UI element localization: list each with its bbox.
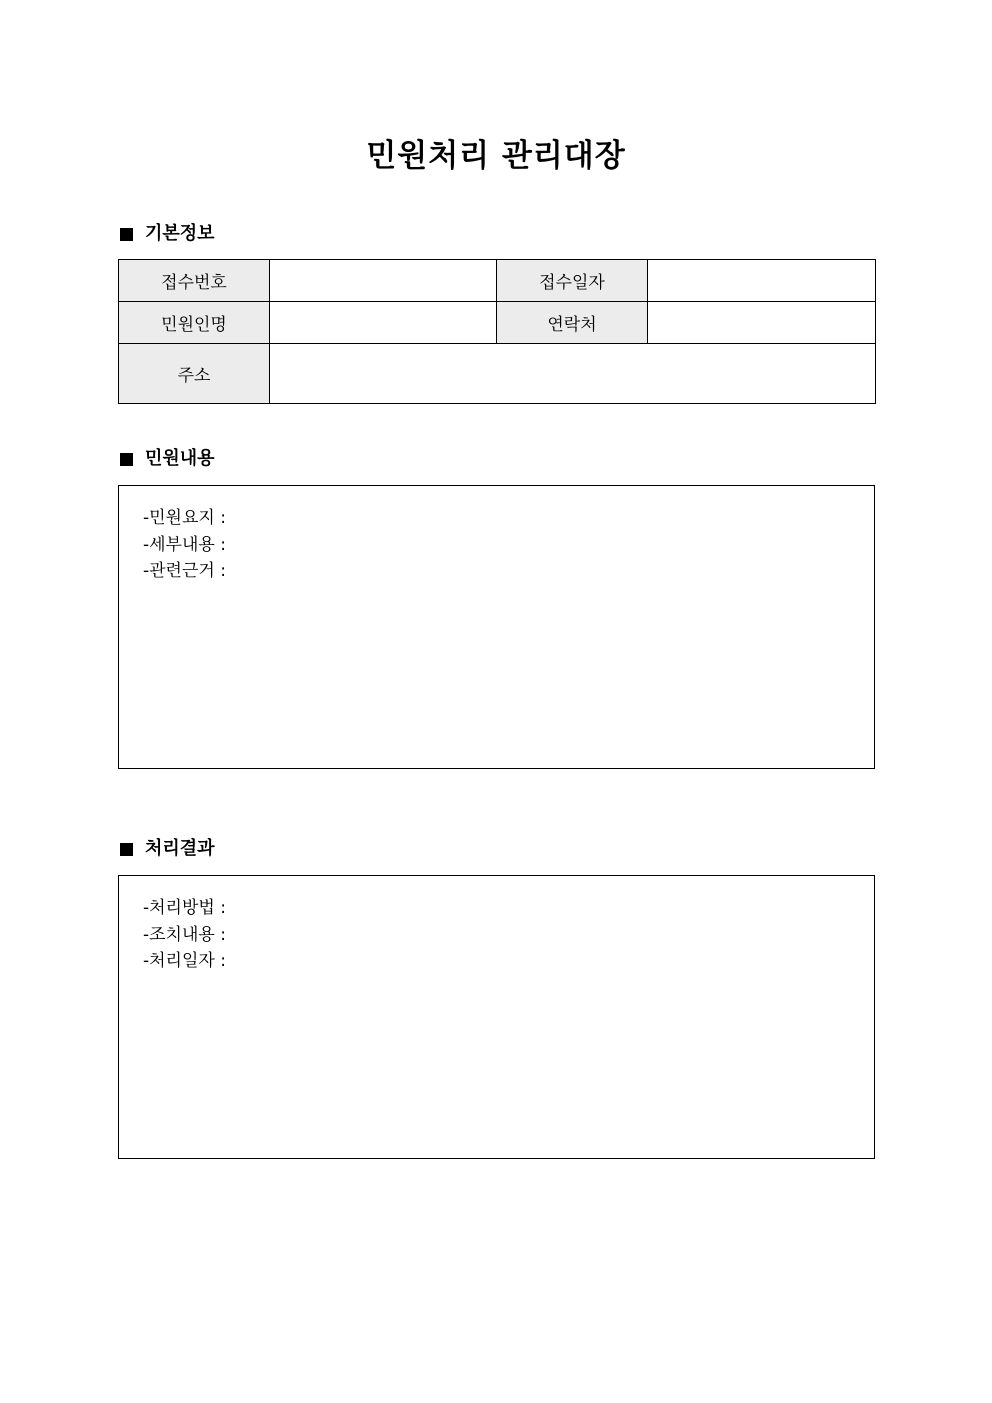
address-field[interactable] — [270, 344, 876, 404]
list-item: -세부내용 : — [143, 534, 226, 555]
processing-result-box[interactable] — [118, 875, 875, 1159]
address-label: 주소 — [119, 344, 270, 404]
list-item: -처리방법 : — [143, 898, 226, 918]
table-row — [119, 260, 876, 302]
section-heading-processing-result — [120, 836, 215, 862]
receipt-date-label: 접수일자 — [497, 260, 648, 302]
list-item: -처리일자 : — [143, 951, 226, 971]
complaint-content-list — [119, 486, 874, 585]
square-bullet-icon — [120, 453, 133, 466]
processing-result-list — [119, 876, 874, 975]
receipt-number-label: 접수번호 — [119, 260, 270, 302]
complaint-content-box[interactable] — [118, 485, 875, 769]
receipt-date-field[interactable] — [648, 260, 876, 302]
table-row — [119, 344, 876, 404]
section-heading-label: 민원내용 — [145, 448, 215, 469]
receipt-number-field[interactable] — [270, 260, 497, 302]
section-heading-basic-info — [120, 221, 215, 247]
list-item: -관련근거 : — [143, 561, 226, 581]
complainant-name-label: 민원인명 — [119, 302, 270, 344]
square-bullet-icon — [120, 843, 133, 856]
section-heading-label: 처리결과 — [145, 838, 215, 859]
basic-info-table — [118, 259, 876, 404]
table-row — [119, 302, 876, 344]
section-heading-complaint-content — [120, 446, 215, 472]
section-heading-label: 기본정보 — [145, 223, 215, 244]
contact-field[interactable] — [648, 302, 876, 344]
list-item: -민원요지 : — [143, 508, 226, 528]
page-title: 민원처리 관리대장 — [366, 138, 626, 174]
square-bullet-icon — [120, 228, 133, 241]
list-item: -조치내용 : — [143, 924, 226, 945]
contact-label: 연락처 — [497, 302, 648, 344]
complainant-name-field[interactable] — [270, 302, 497, 344]
